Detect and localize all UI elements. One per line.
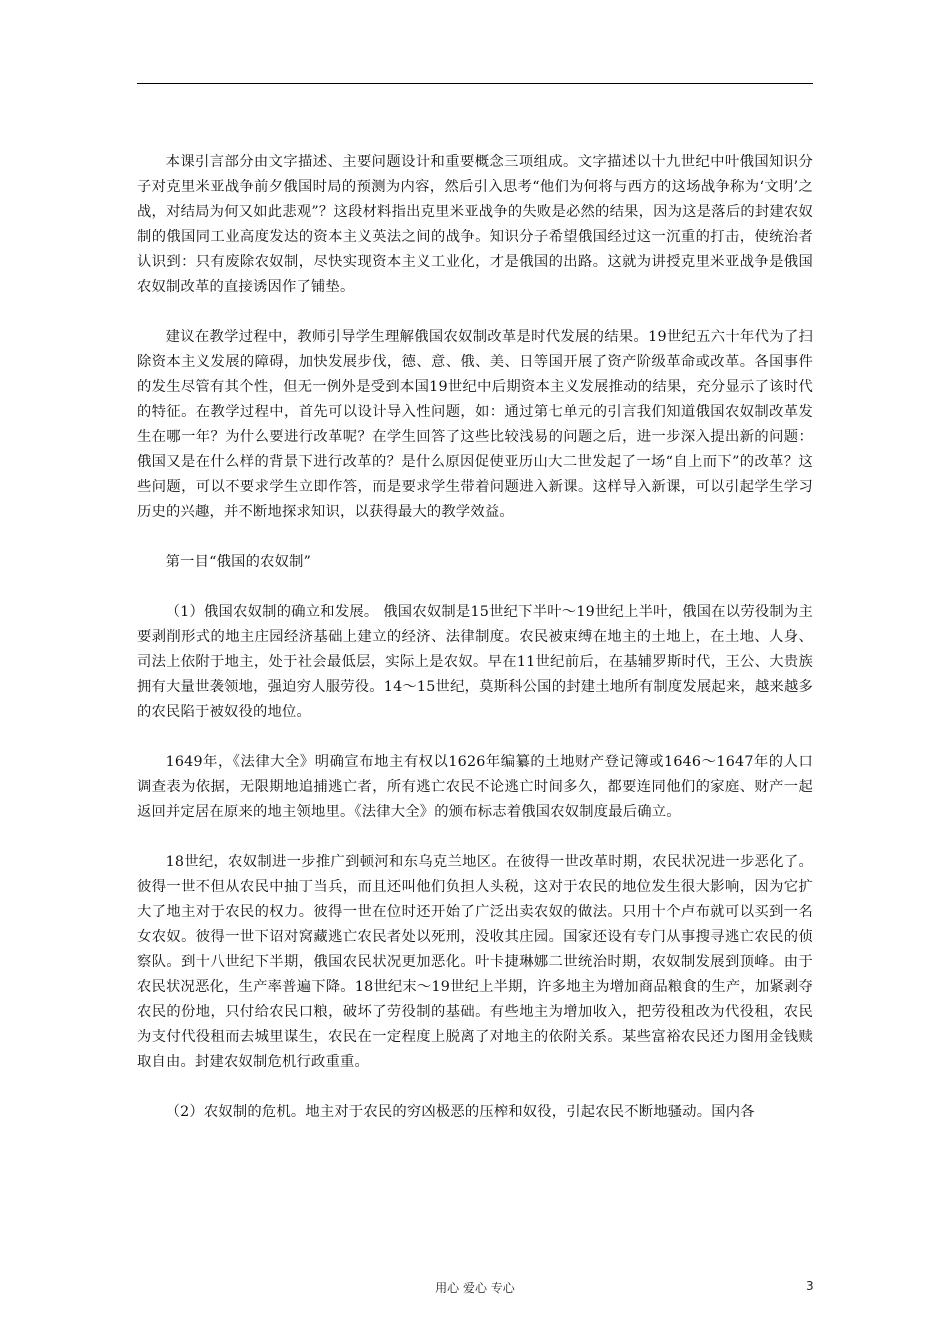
header-rule [137,83,813,84]
paragraph-serfdom-crisis: （2）农奴制的危机。地主对于农民的穷凶极恶的压榨和奴役，引起农民不断地骚动。国内各 [165,1104,755,1120]
footer-slogan: 用心 爱心 专心 [435,1281,515,1295]
section-heading: 第一目“俄国的农奴制” [165,554,312,570]
paragraph-18th-century: 18世纪，农奴制进一步推广到顿河和东乌克兰地区。在彼得一世改革时期，农民状况进一步恶化了。彼得一世不但从农民中抽丁当兵，而且还叫他们负担人头税，这对于农民的地位发生很大影响，因为它扩大了地主对于农民的权力。彼得一世在位时还开始了广泛出卖农奴的做法。只用十个卢布就可以买到一名女农奴。彼得一世下诏对窝藏逃亡农民者处以死刑，没收其庄园。国家还设有专门从事搜寻逃亡农民的侦察队。到十八世纪下半期，俄国农民状况更加恶化。叶卡捷琳娜二世统治时期，农奴制发展到顶峰。由于农民状况恶化，生产率普遍下降。18世纪末～19世纪上半期，许多地主为增加商品粮食的生产，加紧剥夺农民的份地，只付给农民口粮，破坏了劳役制的基础。有些地主为增加收入，把劳役租改为代役租，农民为支付代役租而去城里谋生，农民在一定程度上脱离了对地主的依附关系。某些富裕农民还力图用金钱赎取自由。封建农奴制危机行政重重。 [137,854,813,1070]
paragraph-law-code-1649: 1649年，《法律大全》明确宣布地主有权以1626年编纂的土地财产登记簿或1646～1647年的人口调查表为依据，无限期地追捕逃亡者，所有逃亡农民不论逃亡时间多久，都要连同他们的家庭、财产一起返回并定居在原来的地主领地里。《法律大全》的颁布标志着俄国农奴制度最后确立。 [137,754,813,820]
document-body [137,150,813,1150]
paragraph-teaching-suggestion: 建议在教学过程中，教师引导学生理解俄国农奴制改革是时代发展的结果。19世纪五六十年代为了扫除资本主义发展的障碍，加快发展步伐，德、意、俄、美、日等国开展了资产阶级革命或改革。各国事件的发生尽管有其个性，但无一例外是受到本国19世纪中后期资本主义发展推动的结果，充分显示了该时代的特征。在教学过程中，首先可以设计导入性问题，如：通过第七单元的引言我们知道俄国农奴制改革发生在哪一年？为什么要进行改革呢？在学生回答了这些比较浅易的问题之后，进一步深入提出新的问题：俄国又是在什么样的背景下进行改革的？是什么原因促使亚历山大二世发起了一场“自上而下”的改革？这些问题，可以不要求学生立即作答，而是要求学生带着问题进入新课。这样导入新课，可以引起学生学习历史的兴趣，并不断地探求知识，以获得最大的教学效益。 [137,329,813,520]
page-number: 3 [806,1279,814,1293]
paragraph-serfdom-establishment: （1）俄国农奴制的确立和发展。 俄国农奴制是15世纪下半叶～19世纪上半叶，俄国在以劳役制为主要剥削形式的地主庄园经济基础上建立的经济、法律制度。农民被束缚在地主的土地上，在土地、人身、司法上依附于地主，处于社会最低层，实际上是农奴。早在11世纪前后，在基辅罗斯时代，王公、大贵族拥有大量世袭领地，强迫穷人服劳役。14～15世纪，莫斯科公国的封建土地所有制度发展起来，越来越多的农民陷于被奴役的地位。 [137,604,813,720]
paragraph-intro: 本课引言部分由文字描述、主要问题设计和重要概念三项组成。文字描述以十九世纪中叶俄国知识分子对克里米亚战争前夕俄国时局的预测为内容，然后引入思考“他们为何将与西方的这场战争称为‘文明’之战，对结局为何又如此悲观”？这段材料指出克里米亚战争的失败是必然的结果，因为这是落后的封建农奴制的俄国同工业高度发达的资本主义英法之间的战争。知识分子希望俄国经过这一沉重的打击，使统治者认识到：只有废除农奴制，尽快实现资本主义工业化，才是俄国的出路。这就为讲授克里米亚战争是俄国农奴制改革的直接诱因作了铺垫。 [137,154,813,295]
